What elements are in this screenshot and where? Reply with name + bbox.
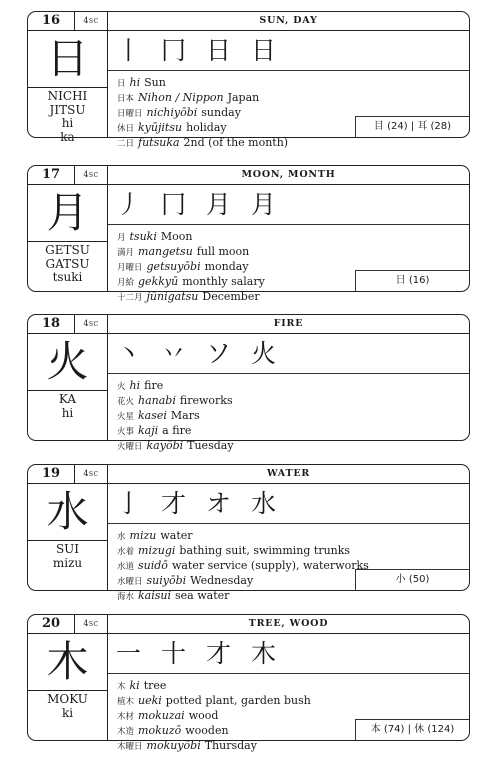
- related-kanji: 小 (50): [355, 569, 469, 590]
- reading: MOKU: [47, 692, 88, 706]
- vocab-row: [117, 260, 369, 275]
- kanji-card: [27, 165, 470, 303]
- vocab-romaji: kayōbi: [146, 439, 184, 452]
- stroke-step: 丿: [116, 190, 142, 219]
- reading: ka: [60, 129, 75, 144]
- vocab-japanese: 木: [117, 682, 126, 692]
- vocab-english: Sun: [144, 76, 166, 89]
- stroke-step: 冂: [161, 190, 187, 219]
- vocab-romaji: kyūjitsu: [138, 121, 183, 134]
- meaning-title: SUN, DAY: [108, 12, 469, 31]
- vocab-row: [117, 275, 369, 290]
- vocab-japanese: 満月: [117, 248, 135, 258]
- meaning-title: TREE, WOOD: [108, 615, 469, 634]
- stroke-step: 丶: [116, 339, 142, 368]
- card-left-column: [28, 465, 108, 590]
- kanji-card: [27, 464, 470, 602]
- stroke-step: 日: [206, 36, 232, 65]
- divider: [108, 373, 469, 374]
- stroke-step: 亅: [116, 489, 142, 518]
- vocab-english: fire: [144, 379, 164, 392]
- vocab-row: [117, 379, 369, 394]
- vocab-romaji: mangetsu: [138, 245, 193, 258]
- stroke-step: 一: [116, 639, 142, 668]
- kanji-number: 18: [28, 315, 75, 333]
- stroke-step: オ: [206, 489, 232, 518]
- related-kanji: 目 (24) | 耳 (28): [355, 116, 469, 137]
- vocab-list: [117, 76, 369, 151]
- reading: NICHI: [47, 89, 88, 103]
- vocab-english: Tuesday: [187, 439, 234, 452]
- vocab-list: [117, 230, 369, 305]
- card-header-left: [28, 465, 107, 484]
- vocab-row: [117, 106, 369, 121]
- vocab-english: fireworks: [179, 394, 233, 407]
- readings: [28, 393, 107, 420]
- vocab-row: [117, 559, 369, 574]
- vocab-japanese: 水: [117, 532, 126, 542]
- vocab-english: water service (supply), waterworks: [171, 559, 369, 572]
- stroke-step: ソ: [206, 339, 232, 368]
- vocab-japanese: 月曜日: [117, 263, 143, 273]
- divider: [108, 70, 469, 71]
- stroke-step: 日: [251, 36, 277, 65]
- vocab-english: sea water: [175, 589, 230, 602]
- vocab-english: sunday: [201, 106, 241, 119]
- vocab-romaji: ueki: [138, 694, 162, 707]
- vocab-row: [117, 694, 369, 709]
- vocab-english: Japan: [227, 91, 260, 104]
- card-header-left: [28, 166, 107, 185]
- vocab-romaji: futsuka: [138, 136, 180, 149]
- vocab-romaji: getsuyōbi: [146, 260, 201, 273]
- card-left-column: [28, 615, 108, 740]
- stroke-step: 丷: [161, 339, 187, 368]
- vocab-romaji: hi: [129, 76, 141, 89]
- divider: [108, 523, 469, 524]
- stroke-order: [116, 637, 461, 671]
- vocab-romaji: Nihon / Nippon: [138, 91, 224, 104]
- vocab-japanese: 水着: [117, 547, 135, 557]
- card-header-left: [28, 315, 107, 334]
- vocab-row: [117, 574, 369, 589]
- reading: GATSU: [45, 256, 90, 271]
- card-left-column: [28, 12, 108, 144]
- card-left-column: [28, 315, 108, 440]
- readings: [28, 90, 107, 144]
- vocab-row: [117, 136, 369, 151]
- vocab-japanese: 火事: [117, 427, 135, 437]
- card-header-left: [28, 12, 107, 31]
- vocab-row: [117, 424, 369, 439]
- vocab-row: [117, 544, 369, 559]
- vocab-english: water: [160, 529, 193, 542]
- vocab-row: [117, 589, 369, 604]
- vocab-romaji: kasei: [138, 409, 167, 422]
- vocab-japanese: 火星: [117, 412, 135, 422]
- stroke-order: [116, 34, 461, 68]
- vocab-row: [117, 121, 369, 136]
- vocab-row: [117, 709, 369, 724]
- vocab-japanese: 日本: [117, 94, 135, 104]
- grade-label: 4sc: [83, 469, 99, 478]
- vocab-row: [117, 76, 369, 91]
- stroke-step: 十: [161, 639, 187, 668]
- stroke-step: 火: [251, 339, 277, 368]
- vocab-english: a fire: [162, 424, 192, 437]
- stroke-step: 丨: [116, 36, 142, 65]
- vocab-romaji: nichiyōbi: [146, 106, 198, 119]
- vocab-english: wood: [188, 709, 219, 722]
- kanji-character: 日: [28, 30, 107, 88]
- vocab-japanese: 花火: [117, 397, 135, 407]
- meaning-title: WATER: [108, 465, 469, 484]
- vocab-english: monthly salary: [182, 275, 265, 288]
- card-header-left: [28, 615, 107, 634]
- stroke-step: 才: [206, 639, 232, 668]
- vocab-row: [117, 739, 369, 754]
- readings: [28, 543, 107, 570]
- vocab-japanese: 火: [117, 382, 126, 392]
- vocab-row: [117, 724, 369, 739]
- vocab-english: Moon: [160, 230, 193, 243]
- vocab-japanese: 日曜日: [117, 109, 143, 119]
- reading: SUI: [55, 542, 80, 556]
- vocab-row: [117, 394, 369, 409]
- vocab-japanese: 休日: [117, 124, 135, 134]
- vocab-english: December: [202, 290, 260, 303]
- kanji-character: 水: [28, 483, 107, 541]
- stroke-step: 才: [161, 489, 187, 518]
- vocab-english: Thursday: [204, 739, 257, 752]
- stroke-order: [116, 337, 461, 371]
- vocab-romaji: mokuyōbi: [146, 739, 201, 752]
- stroke-step: 水: [251, 489, 277, 518]
- readings: [28, 693, 107, 720]
- vocab-row: [117, 529, 369, 544]
- reading: hi: [61, 116, 74, 130]
- vocab-japanese: 月給: [117, 278, 135, 288]
- grade-label: 4sc: [83, 16, 99, 25]
- vocab-english: bathing suit, swimming trunks: [179, 544, 351, 557]
- vocab-japanese: 十二月: [117, 293, 143, 303]
- kanji-character: 火: [28, 333, 107, 391]
- kanji-number: 16: [28, 12, 75, 30]
- vocab-japanese: 月: [117, 233, 126, 243]
- kanji-card: [27, 614, 470, 752]
- vocab-list: [117, 679, 369, 754]
- meaning-title: MOON, MONTH: [108, 166, 469, 185]
- reading: GETSU: [45, 243, 90, 257]
- grade-label: 4sc: [83, 319, 99, 328]
- stroke-step: 木: [251, 639, 277, 668]
- grade-label: 4sc: [83, 170, 99, 179]
- vocab-row: [117, 409, 369, 424]
- stroke-order: [116, 487, 461, 521]
- vocab-english: Mars: [170, 409, 200, 422]
- kanji-card: [27, 11, 470, 149]
- kanji-number: 20: [28, 615, 75, 633]
- vocab-romaji: jūnigatsu: [146, 290, 199, 303]
- divider: [108, 224, 469, 225]
- grade-label: 4sc: [83, 619, 99, 628]
- readings: [28, 244, 107, 285]
- vocab-romaji: ki: [129, 679, 140, 692]
- vocab-japanese: 木材: [117, 712, 135, 722]
- vocab-japanese: 水道: [117, 562, 135, 572]
- vocab-romaji: gekkyū: [138, 275, 179, 288]
- vocab-row: [117, 290, 369, 305]
- reading: KA: [58, 392, 77, 406]
- vocab-english: monday: [204, 260, 249, 273]
- vocab-japanese: 海水: [117, 592, 135, 602]
- kanji-card: [27, 314, 470, 452]
- kanji-character: 月: [28, 184, 107, 242]
- vocab-japanese: 水曜日: [117, 577, 143, 587]
- vocab-row: [117, 679, 369, 694]
- reading: ki: [61, 705, 74, 720]
- vocab-romaji: mokuzō: [138, 724, 182, 737]
- vocab-romaji: hi: [129, 379, 141, 392]
- vocab-romaji: kaji: [138, 424, 159, 437]
- vocab-romaji: mizu: [129, 529, 157, 542]
- related-kanji: 本 (74) | 休 (124): [355, 719, 469, 740]
- vocab-english: wooden: [185, 724, 229, 737]
- stroke-order: [116, 188, 461, 222]
- vocab-romaji: mokuzai: [138, 709, 185, 722]
- vocab-english: 2nd (of the month): [183, 136, 289, 149]
- vocab-english: holiday: [186, 121, 227, 134]
- vocab-english: Wednesday: [190, 574, 254, 587]
- meaning-title: FIRE: [108, 315, 469, 334]
- vocab-japanese: 木造: [117, 727, 135, 737]
- vocab-japanese: 植木: [117, 697, 135, 707]
- vocab-list: [117, 379, 369, 454]
- reading: hi: [61, 405, 74, 420]
- reading: mizu: [52, 555, 83, 570]
- vocab-japanese: 木曜日: [117, 742, 143, 752]
- kanji-number: 17: [28, 166, 75, 184]
- vocab-japanese: 二日: [117, 139, 135, 149]
- vocab-japanese: 日: [117, 79, 126, 89]
- vocab-english: full moon: [196, 245, 250, 258]
- kanji-character: 木: [28, 633, 107, 691]
- stroke-step: 冂: [161, 36, 187, 65]
- vocab-row: [117, 91, 369, 106]
- vocab-row: [117, 245, 369, 260]
- vocab-english: tree: [143, 679, 167, 692]
- kanji-number: 19: [28, 465, 75, 483]
- vocab-japanese: 火曜日: [117, 442, 143, 452]
- vocab-romaji: tsuki: [129, 230, 157, 243]
- related-kanji: 日 (16): [355, 270, 469, 291]
- vocab-romaji: hanabi: [138, 394, 176, 407]
- stroke-step: 月: [251, 190, 277, 219]
- card-left-column: [28, 166, 108, 291]
- reading: tsuki: [52, 270, 83, 284]
- vocab-list: [117, 529, 369, 604]
- vocab-row: [117, 439, 369, 454]
- vocab-english: potted plant, garden bush: [165, 694, 311, 707]
- vocab-romaji: mizugi: [138, 544, 176, 557]
- vocab-row: [117, 230, 369, 245]
- vocab-romaji: kaisui: [138, 589, 172, 602]
- vocab-romaji: suiyōbi: [146, 574, 187, 587]
- divider: [108, 673, 469, 674]
- reading: JITSU: [49, 102, 86, 117]
- stroke-step: 月: [206, 190, 232, 219]
- vocab-romaji: suidō: [138, 559, 168, 572]
